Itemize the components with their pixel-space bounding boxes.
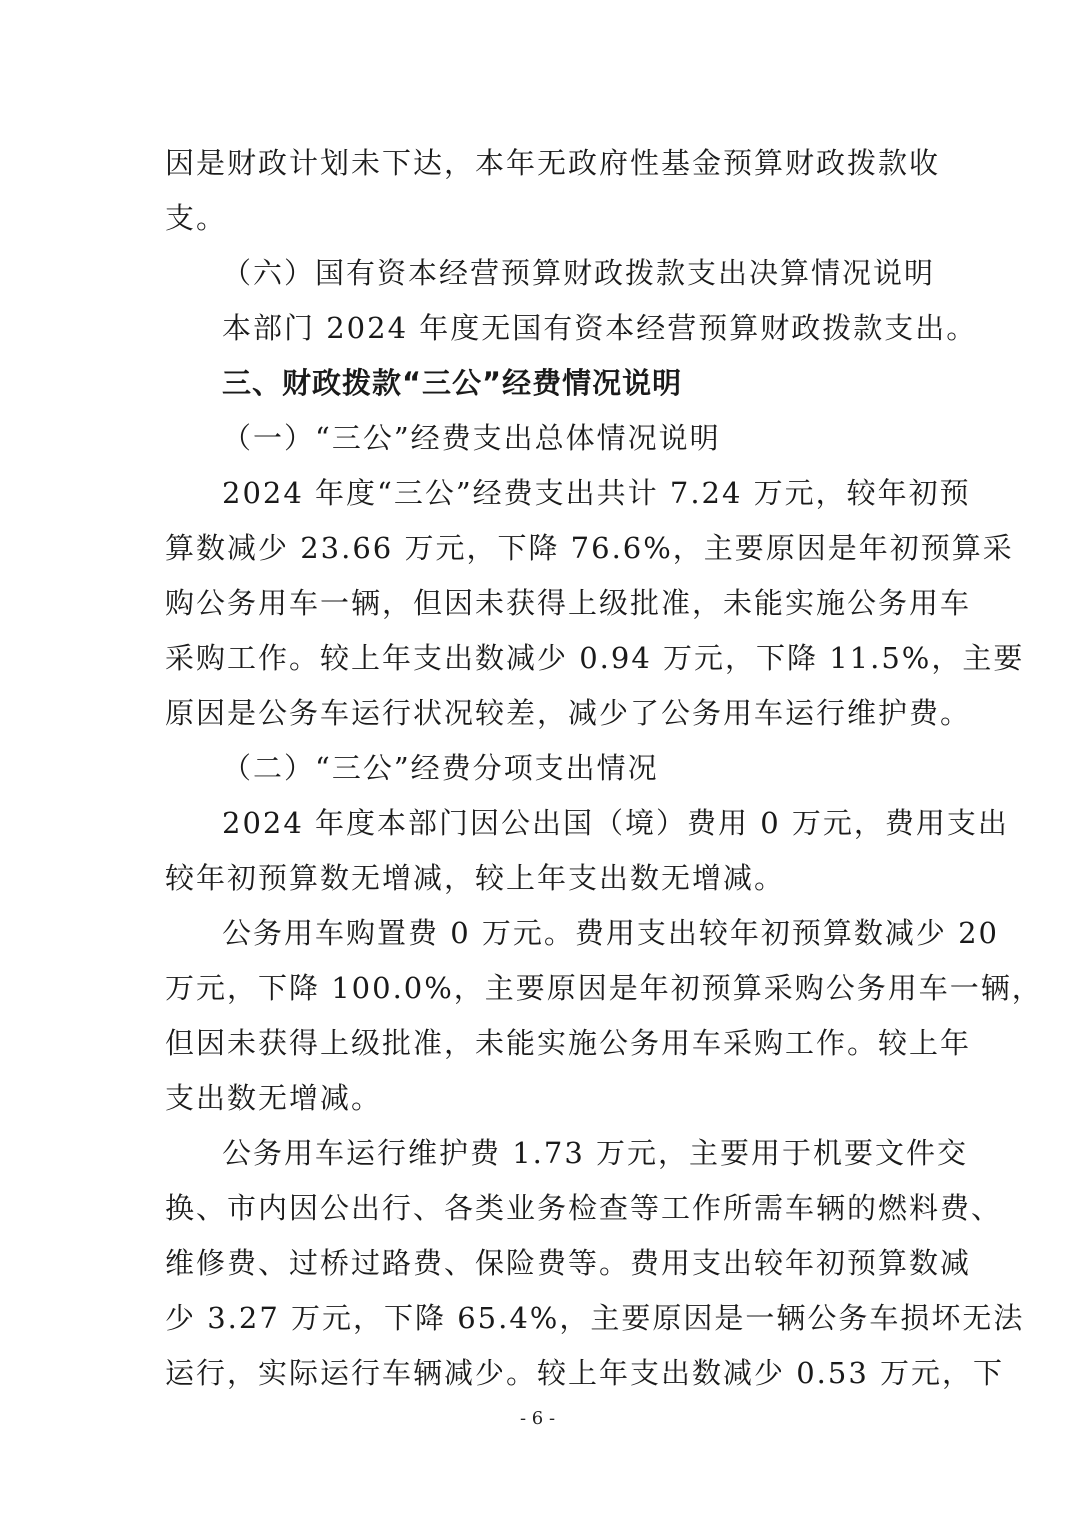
page-number: - 6 - [519, 1408, 556, 1429]
paragraph-line: 支出数无增减。 [165, 1081, 383, 1115]
subsection-heading: （二）“三公”经费分项支出情况 [222, 751, 659, 785]
paragraph-line: 但因未获得上级批准，未能实施公务用车采购工作。较上年 [165, 1026, 972, 1060]
paragraph-line: 较年初预算数无增减，较上年支出数无增减。 [165, 861, 786, 895]
paragraph-line: 公务用车购置费 0 万元。费用支出较年初预算数减少 20 [222, 916, 1000, 950]
subsection-heading: （六）国有资本经营预算财政拨款支出决算情况说明 [222, 256, 936, 290]
paragraph-line: 维修费、过桥过路费、保险费等。费用支出较年初预算数减 [165, 1246, 972, 1280]
paragraph-line: 公务用车运行维护费 1.73 万元，主要用于机要文件交 [222, 1136, 969, 1170]
paragraph-line: 购公务用车一辆，但因未获得上级批准，未能实施公务用车 [165, 586, 972, 620]
paragraph-line: 2024 年度“三公”经费支出共计 7.24 万元，较年初预 [222, 476, 971, 510]
paragraph-line: 换、市内因公出行、各类业务检查等工作所需车辆的燃料费、 [165, 1191, 1003, 1225]
paragraph-line: 万元，下降 100.0%，主要原因是年初预算采购公务用车一辆， [165, 971, 1043, 1005]
paragraph-line: 2024 年度本部门因公出国（境）费用 0 万元，费用支出 [222, 806, 1009, 840]
paragraph-line: 本部门 2024 年度无国有资本经营预算财政拨款支出。 [222, 311, 978, 345]
subsection-heading: （一）“三公”经费支出总体情况说明 [222, 421, 721, 455]
paragraph-line: 少 3.27 万元，下降 65.4%，主要原因是一辆公务车损坏无法 [165, 1301, 1025, 1335]
paragraph-line: 采购工作。较上年支出数减少 0.94 万元，下降 11.5%，主要 [165, 641, 1025, 675]
paragraph-line: 算数减少 23.66 万元，下降 76.6%，主要原因是年初预算采 [165, 531, 1014, 565]
paragraph-line: 原因是公务车运行状况较差，减少了公务用车运行维护费。 [165, 696, 972, 730]
paragraph-line: 因是财政计划未下达，本年无政府性基金预算财政拨款收 [165, 146, 941, 180]
section-heading: 三、财政拨款“三公”经费情况说明 [222, 366, 683, 400]
paragraph-line: 支。 [165, 201, 228, 235]
paragraph-line: 运行，实际运行车辆减少。较上年支出数减少 0.53 万元，下 [165, 1356, 1005, 1390]
